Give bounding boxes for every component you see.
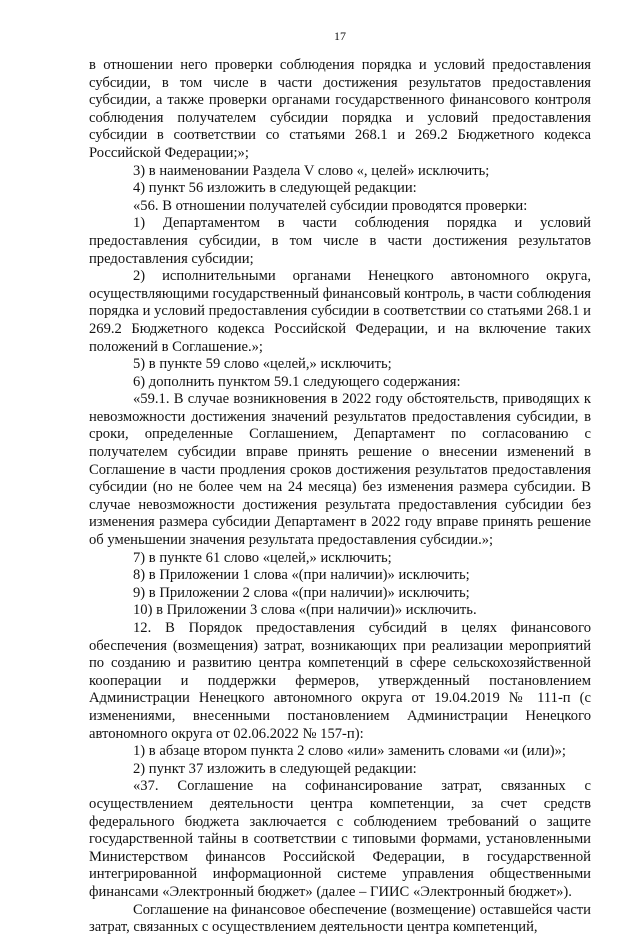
paragraph: 3) в наименовании Раздела V слово «, целей» исключить; [133,162,490,179]
paragraph: «37. Соглашение на софинансирование затрат, связанных с осуществлением деятельности центра компетенции, за счет средств федерального бюджета заключается с соблюдением требований о защите государственной тайны в соответствии с типовыми формами, установленными Министерством финансов Российской Федерации, в государственной интегрированной информационной системе управления общественными финансами «Электронный бюджет» (далее – ГИИС «Электронный бюджет»). [89,778,591,900]
paragraph: 6) дополнить пунктом 59.1 следующего содержания: [133,373,461,390]
page-number: 17 [334,29,346,43]
paragraph: 4) пункт 56 изложить в следующей редакции: [133,180,417,197]
paragraph: 1) в абзаце втором пункта 2 слово «или» заменить словами «и (или)»; [133,743,566,760]
paragraph: Соглашение на финансовое обеспечение (возмещение) оставшейся части затрат, связанных с осуществлением деятельности центра компетенций, [89,901,591,936]
paragraph: 5) в пункте 59 слово «целей,» исключить; [133,356,392,373]
paragraph: «59.1. В случае возникновения в 2022 году обстоятельств, приводящих к невозможности достижения значений результатов предоставления субсидии, в сроки, определенные Соглашением, Департамент по согласованию с получателем субсидии вправе принять решение о внесении изменений в Соглашение в части продления сроков достижения результатов предоставления субсидии (но не более чем на 24 месяца) без изменения размера субсидии. В случае невозможности достижения результата предоставления субсидии без изменения размера субсидии Департамент в 2022 году вправе принять решение об уменьшении значения результата предоставления субсидии.»; [89,391,591,549]
paragraph: 8) в Приложении 1 слова «(при наличии)» исключить; [133,567,470,584]
document-body [89,57,591,937]
paragraph: в отношении него проверки соблюдения порядка и условий предоставления субсидии, в том числе в части достижения результатов предоставления субсидии, а также проверки органами государственного финансового контроля соблюдения получателем субсидии порядка и условий предоставления субсидии в соответствии со статьями 268.1 и 269.2 Бюджетного кодекса Российской Федерации;»; [89,57,591,161]
paragraph: 12. В Порядок предоставления субсидий в целях финансового обеспечения (возмещения) затрат, возникающих при реализации мероприятий по созданию и развитию центра компетенций в сфере сельскохозяйственной кооперации и поддержки фермеров, утвержденный постановлением Администрации Ненецкого автономного округа от 19.04.2019 № 111-п (с изменениями, внесенными постановлением Администрации Ненецкого автономного округа от 02.06.2022 № 157-п): [89,620,591,742]
paragraph: 7) в пункте 61 слово «целей,» исключить; [133,549,392,566]
paragraph: 2) исполнительными органами Ненецкого автономного округа, осуществляющими государственный финансовый контроль, в части соблюдения порядка и условий предоставления субсидии в соответствии со статьями 268.1 и 269.2 Бюджетного кодекса Российской Федерации, и на включение таких положений в Соглашение.»; [89,268,591,355]
paragraph: «56. В отношении получателей субсидии проводятся проверки: [133,197,528,214]
paragraph: 10) в Приложении 3 слова «(при наличии)» исключить. [133,602,477,619]
paragraph: 2) пункт 37 изложить в следующей редакции: [133,760,417,777]
paragraph: 1) Департаментом в части соблюдения порядка и условий предоставления субсидии, в том числе в части достижения результатов предоставления субсидии; [89,215,591,267]
paragraph: 9) в Приложении 2 слова «(при наличии)» исключить; [133,584,470,601]
